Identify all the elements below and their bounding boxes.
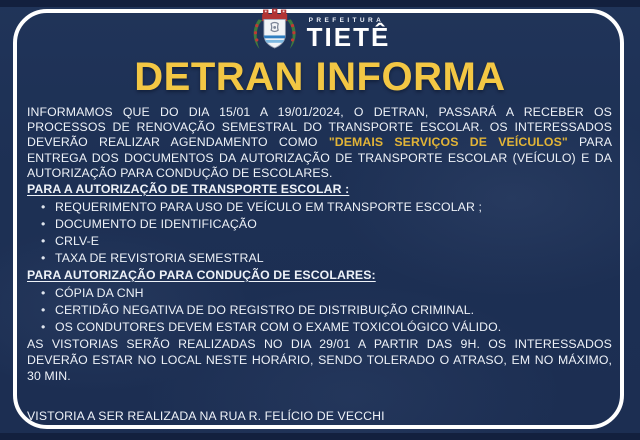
city-logo [250,7,391,55]
logo-wordmark [306,13,391,52]
coat-of-arms-icon [250,7,300,55]
footer-note: VISTORIA A SER REALIZADA NA RUA R. FELÍCIO DE VECCHI [27,409,385,424]
list-item: • DOCUMENTO DE IDENTIFICAÇÃO [41,216,612,233]
intro-text-after: PARA ENTREGA DOS DOCUMENTOS DA AUTORIZAÇÃO DE TRANSPORTE ESCOLAR (VEÍCULO) E DA AUTORIZAÇÃO PARA CONDUÇÃO DE ESCOLARES. [27,135,612,180]
list-item: • TAXA DE REVISTORIA SEMESTRAL [41,250,612,267]
bottom-edge-strip [0,433,640,440]
intro-paragraph [27,105,612,181]
logo-prefeitura-label: PREFEITURA [308,17,385,24]
page-title: DETRAN INFORMA [134,55,506,99]
top-edge-strip [0,0,640,7]
requirement-list-transporte [27,199,612,267]
announcement-body [27,105,612,425]
requirement-list-conducao [27,285,612,336]
intro-highlight: "DEMAIS SERVIÇOS DE VEÍCULOS" [328,135,568,150]
intro-text-before: INFORMAMOS QUE DO DIA 15/01 A 19/01/2024, O DETRAN, PASSARÁ A RECEBER OS PROCESSOS DE RENOVAÇÃO SEMESTRAL DO TRANSPORTE ESCOLAR. OS INTERESSADOS DEVERÃO REALIZAR AGENDAMENTO COMO [27,105,612,150]
closing-paragraph: AS VISTORIAS SERÃO REALIZADAS NO DIA 29/01 A PARTIR DAS 9H. OS INTERESSADOS DEVERÃO ESTAR NO LOCAL NESTE HORÁRIO, SENDO TOLERADO O ATRASO, EM NO MÁXIMO, 30 MIN. [27,337,612,383]
logo-city-name: TIETÊ [306,22,391,52]
section-heading-transporte: PARA A AUTORIZAÇÃO DE TRANSPORTE ESCOLAR : [27,182,350,197]
list-item: • REQUERIMENTO PARA USO DE VEÍCULO EM TRANSPORTE ESCOLAR ; [41,199,612,216]
section-heading-conducao: PARA AUTORIZAÇÃO PARA CONDUÇÃO DE ESCOLARES: [27,268,376,283]
list-item: • CÓPIA DA CNH [41,285,612,302]
list-item: • CERTIDÃO NEGATIVA DE DO REGISTRO DE DISTRIBUIÇÃO CRIMINAL. [41,302,612,319]
list-item: • CRLV-E [41,233,612,250]
list-item: • OS CONDUTORES DEVEM ESTAR COM O EXAME TOXICOLÓGICO VÁLIDO. [41,319,612,336]
